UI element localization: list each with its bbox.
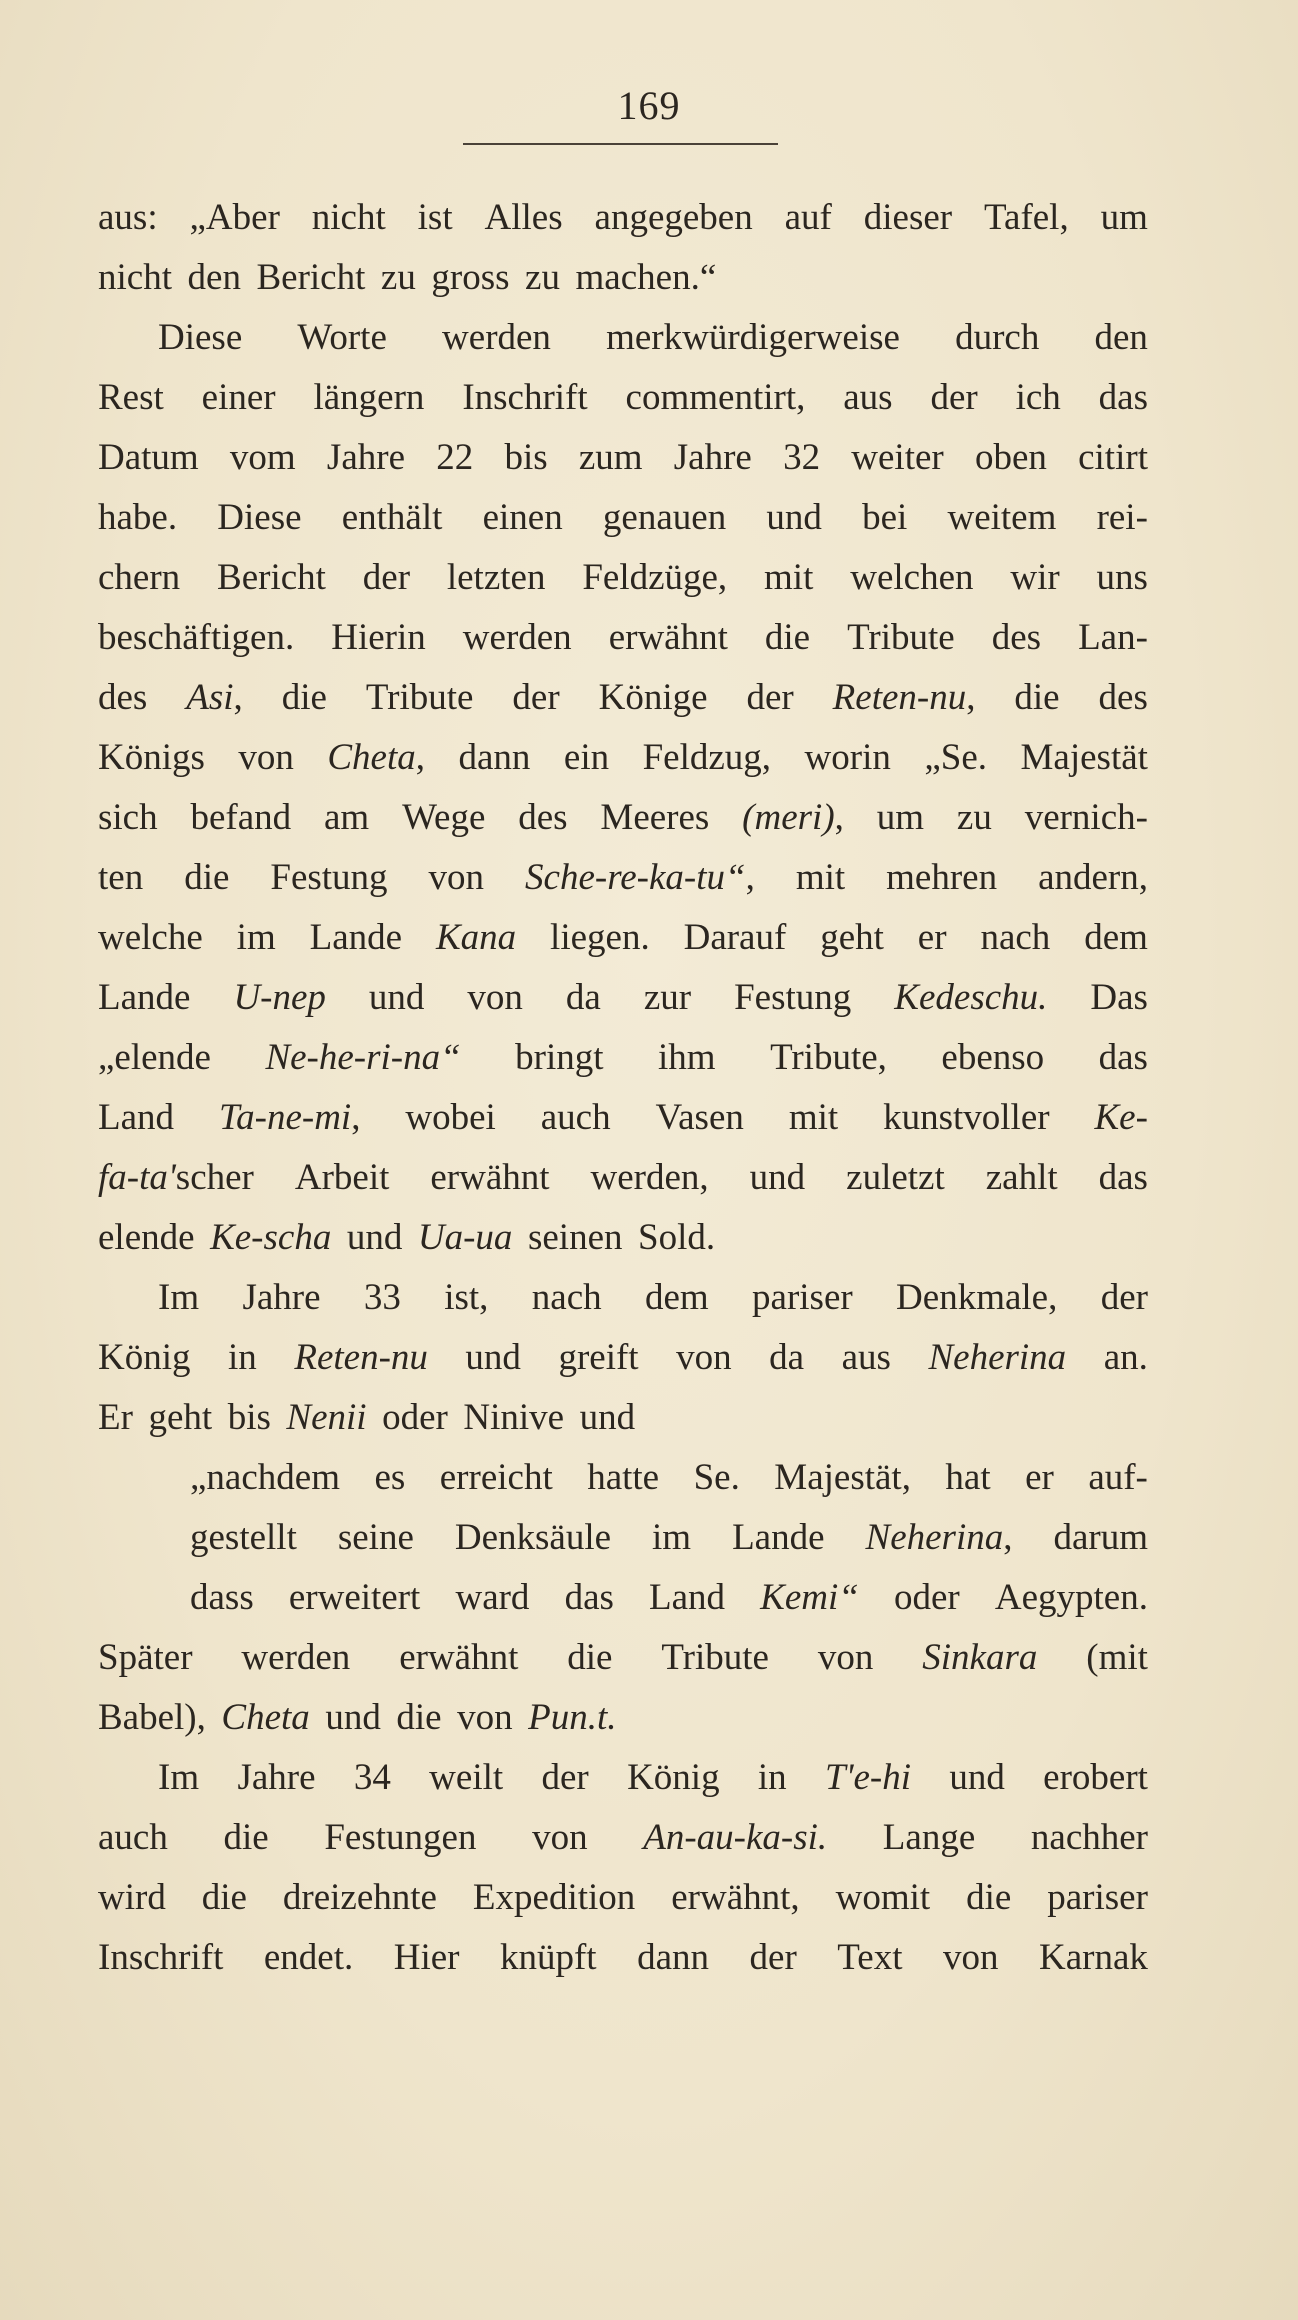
word: im [236,917,276,958]
word: den [187,257,241,298]
word: machen.“ [575,257,717,298]
text-line [98,1868,1148,1928]
word: König [98,1337,191,1378]
body-text [98,188,1148,1988]
word: Ua-ua [417,1217,513,1258]
word: werden [241,1637,351,1678]
word: der [749,1937,797,1978]
text-line [98,1748,1148,1808]
word: König [627,1757,720,1798]
word: am [324,797,370,838]
word: an. [1103,1337,1148,1378]
word: „nachdem [190,1457,340,1498]
word: Kemi“ [760,1577,859,1618]
word: des [518,797,568,838]
word: Land [649,1577,726,1618]
word: knüpft [499,1937,597,1978]
word: 22 [436,437,474,478]
word: oder [382,1397,448,1438]
word: Kedeschu. [894,977,1048,1018]
word: Text [837,1937,903,1978]
word: Diese [158,317,243,358]
word: dass [190,1577,254,1618]
word: ist, [444,1277,489,1318]
word: zu [956,797,992,838]
word: Neherina [928,1337,1067,1378]
word: Lande [732,1517,825,1558]
word: und [325,1697,381,1738]
word: welchen [850,557,974,598]
word: zum [578,437,643,478]
text-line [98,1088,1148,1148]
word: den [1094,317,1148,358]
word: er [917,917,947,958]
word: Alles [484,197,563,238]
word: Tribute [661,1637,769,1678]
text-line [98,1928,1148,1988]
word: der [512,677,560,718]
word: im [652,1517,692,1558]
word: die [966,1877,1012,1918]
word: dem [1084,917,1148,958]
word: einer [201,377,276,418]
word: pariser [1047,1877,1148,1918]
word: Land [98,1097,175,1138]
word: darum [1053,1517,1148,1558]
word: Jahre [326,437,405,478]
word: und [346,1217,403,1258]
page-number: 169 [617,83,681,128]
word: und [766,497,822,538]
word: und [949,1757,1005,1798]
word: mit [788,1097,839,1138]
word: Im [158,1757,200,1798]
word: der [362,557,411,598]
word: von [238,737,294,778]
word: Meeres [600,797,710,838]
word: zur [643,977,692,1018]
word: Tribute, [770,1037,887,1078]
word: Arbeit [294,1157,390,1198]
word: merkwürdigerweise [606,317,900,358]
word: 33 [363,1277,401,1318]
word: nachher [1030,1817,1148,1858]
word: bei [862,497,908,538]
text-line [98,728,1148,788]
word: uns [1096,557,1148,598]
word: Neherina, [865,1517,1013,1558]
word: der [541,1757,589,1798]
word: Darauf [683,917,787,958]
word: erobert [1043,1757,1148,1798]
text-line [98,848,1148,908]
word: auch [540,1097,611,1138]
word: Aegypten. [994,1577,1148,1618]
word: um [1100,197,1148,238]
word: nach [980,917,1051,958]
word: Tribute [847,617,955,658]
word: aus [843,377,893,418]
text-line [98,968,1148,1028]
text-line [98,668,1148,728]
word: ein [563,737,610,778]
word: dann [637,1937,710,1978]
word: oben [974,437,1047,478]
word: mit [795,857,846,898]
word: bis [227,1397,271,1438]
word: andern, [1038,857,1148,898]
word: „Se. [924,737,988,778]
word: Babel), [98,1697,206,1738]
word: Das [1090,977,1148,1018]
word: der [746,677,794,718]
word: werden, [590,1157,709,1198]
word: von [943,1937,999,1978]
text-line [98,1628,1148,1688]
word: An-au-ka-si. [643,1817,828,1858]
word: dieser [863,197,953,238]
word: geht [148,1397,213,1438]
text-line [98,1568,1148,1628]
word: Ne-he-ri-na“ [265,1037,461,1078]
word: erreicht [439,1457,553,1498]
word: „elende [98,1037,211,1078]
word: Worte [297,317,387,358]
word: beschäftigen. [98,617,295,658]
word: Kana [435,917,517,958]
word: bringt [515,1037,604,1078]
word: erweitert [288,1577,421,1618]
word: von [457,1697,513,1738]
word: womit [835,1877,931,1918]
word: nicht [98,257,172,298]
word: das [1098,377,1148,418]
word: erwähnt, [671,1877,800,1918]
word: von [817,1637,874,1678]
word: Reten-nu [294,1337,428,1378]
word: Inschrift [98,1937,224,1978]
word: oder [893,1577,960,1618]
word: Jahre [237,1757,316,1798]
word: seinen [527,1217,623,1258]
word: es [374,1457,406,1498]
word: 34 [353,1757,391,1798]
word: des [991,617,1042,658]
word: weilt [429,1757,504,1798]
word: Festungen [324,1817,477,1858]
word: letzten [446,557,546,598]
word: da [769,1337,805,1378]
word: und [465,1337,521,1378]
word: welche [98,917,203,958]
text-line [98,908,1148,968]
word: sich [98,797,158,838]
word: die [1014,677,1060,718]
word: citirt [1078,437,1148,478]
word: Feldzüge, [582,557,728,598]
word: auch [98,1817,168,1858]
text-line [98,1448,1148,1508]
word: dann [458,737,531,778]
word: werden [462,617,572,658]
word: die [281,677,327,718]
text-line [98,1028,1148,1088]
word: von [532,1817,588,1858]
word: vom [229,437,296,478]
word: aus: [98,197,158,238]
word: Nenii [286,1397,367,1438]
text-line [98,1268,1148,1328]
text-line [98,488,1148,548]
text-line [98,1508,1148,1568]
word: geht [820,917,884,958]
text-line [98,368,1148,428]
word: Vasen [655,1097,744,1138]
word: kunstvoller [883,1097,1050,1138]
word: weitem [947,497,1057,538]
word: Er [98,1397,133,1438]
word: er [1025,1457,1054,1498]
word: die [184,857,230,898]
word: Könige [598,677,708,718]
word: Festung [270,857,388,898]
word: (mit [1086,1637,1148,1678]
word: ten [98,857,144,898]
word: Datum [98,437,199,478]
word: Bericht [256,257,366,298]
word: Asi, [186,677,243,718]
word: Im [158,1277,200,1318]
text-line [98,1328,1148,1388]
word: Hier [393,1937,460,1978]
word: liegen. [550,917,650,958]
word: Inschrift [462,377,588,418]
word: pariser [752,1277,853,1318]
word: von [467,977,523,1018]
word: Sinkara [922,1637,1038,1678]
word: rei- [1096,497,1148,538]
word: erwähnt [608,617,728,658]
word: wir [1010,557,1060,598]
word: greift [558,1337,639,1378]
word: fa-ta'scher [98,1157,254,1198]
word: Ke- [1094,1097,1148,1138]
text-line [98,1208,1148,1268]
word: Sold. [638,1217,716,1258]
word: in [228,1337,257,1378]
word: Denksäule [454,1517,612,1558]
word: gross [431,257,510,298]
word: (meri), [742,797,844,838]
word: das [1098,1037,1148,1078]
word: T'e-hi [825,1757,912,1798]
word: Ta-ne-mi, [218,1097,361,1138]
word: gestellt [190,1517,297,1558]
word: Expedition [472,1877,636,1918]
text-line [98,548,1148,608]
word: wird [98,1877,166,1918]
word: Ninive [463,1397,565,1438]
word: durch [955,317,1040,358]
word: Königs [98,737,205,778]
word: U-nep [233,977,326,1018]
word: das [564,1577,614,1618]
text-line [98,608,1148,668]
word: Denkmale, [896,1277,1058,1318]
word: Jahre [673,437,752,478]
word: längern [313,377,425,418]
word: chern [98,557,181,598]
word: zuletzt [846,1157,945,1198]
word: genauen [602,497,727,538]
word: worin [804,737,891,778]
word: zu [380,257,416,298]
text-line [98,1808,1148,1868]
word: die [201,1877,247,1918]
text-line [98,1148,1148,1208]
word: 32 [783,437,821,478]
word: wobei [405,1097,496,1138]
word: Tribute [365,677,474,718]
word: das [1098,1157,1148,1198]
word: nach [531,1277,602,1318]
word: auf [784,197,832,238]
word: Sche-re-ka-tu“, [525,857,755,898]
word: „Aber [189,197,280,238]
word: der [930,377,978,418]
word: vernich- [1024,797,1148,838]
word: zahlt [985,1157,1058,1198]
word: Hierin [331,617,426,658]
word: um [876,797,925,838]
word: mehren [886,857,998,898]
word: commentirt, [625,377,806,418]
word: erwähnt [430,1157,550,1198]
word: da [565,977,601,1018]
word: mit [764,557,814,598]
word: Bericht [217,557,326,598]
word: hatte [587,1457,660,1498]
word: Wege [402,797,486,838]
word: die [396,1697,442,1738]
word: endet. [263,1937,354,1978]
word: Rest [98,377,164,418]
word: ich [1015,377,1061,418]
word: Ke-scha [210,1217,332,1258]
word: ihm [658,1037,716,1078]
word: Cheta, [327,737,426,778]
word: von [676,1337,732,1378]
word: hat [945,1457,991,1498]
word: ward [455,1577,530,1618]
word: und [579,1397,636,1438]
word: werden [442,317,551,358]
word: Jahre [242,1277,321,1318]
word: Feldzug, [642,737,772,778]
word: Pun.t. [528,1697,617,1738]
word: Diese [217,497,302,538]
word: weiter [851,437,944,478]
text-line [98,428,1148,488]
word: Majestät, [774,1457,911,1498]
word: aus [841,1337,891,1378]
word: seine [337,1517,414,1558]
text-line [98,308,1148,368]
word: Reten-nu, [832,677,976,718]
word: Se. [693,1457,740,1498]
word: die [567,1637,613,1678]
word: elende [98,1217,195,1258]
text-line [98,1688,1148,1748]
word: Lande [98,977,191,1018]
header-rule [463,143,778,145]
word: erwähnt [399,1637,519,1678]
text-line [98,188,1148,248]
word: enthält [341,497,443,538]
word: Lande [309,917,403,958]
text-line [98,788,1148,848]
text-line [98,248,1148,308]
word: zu [525,257,560,298]
word: angegeben [594,197,753,238]
word: ist [417,197,453,238]
word: Karnak [1039,1937,1148,1978]
word: des [98,677,148,718]
text-line [98,1388,1148,1448]
word: dreizehnte [282,1877,437,1918]
word: dem [644,1277,709,1318]
word: Festung [734,977,852,1018]
word: Cheta [221,1697,310,1738]
word: Lan- [1078,617,1148,658]
word: und [368,977,425,1018]
word: ebenso [941,1037,1045,1078]
word: der [1100,1277,1148,1318]
word: Tafel, [984,197,1069,238]
word: nicht [311,197,386,238]
word: des [1098,677,1148,718]
word: Später [98,1637,193,1678]
word: die [223,1817,269,1858]
word: auf- [1088,1457,1148,1498]
word: Majestät [1020,737,1148,778]
word: und [749,1157,806,1198]
word: die [764,617,811,658]
word: von [428,857,485,898]
word: bis [504,437,548,478]
word: habe. [98,497,178,538]
word: in [757,1757,787,1798]
word: einen [482,497,563,538]
word: Lange [882,1817,976,1858]
word: befand [190,797,292,838]
